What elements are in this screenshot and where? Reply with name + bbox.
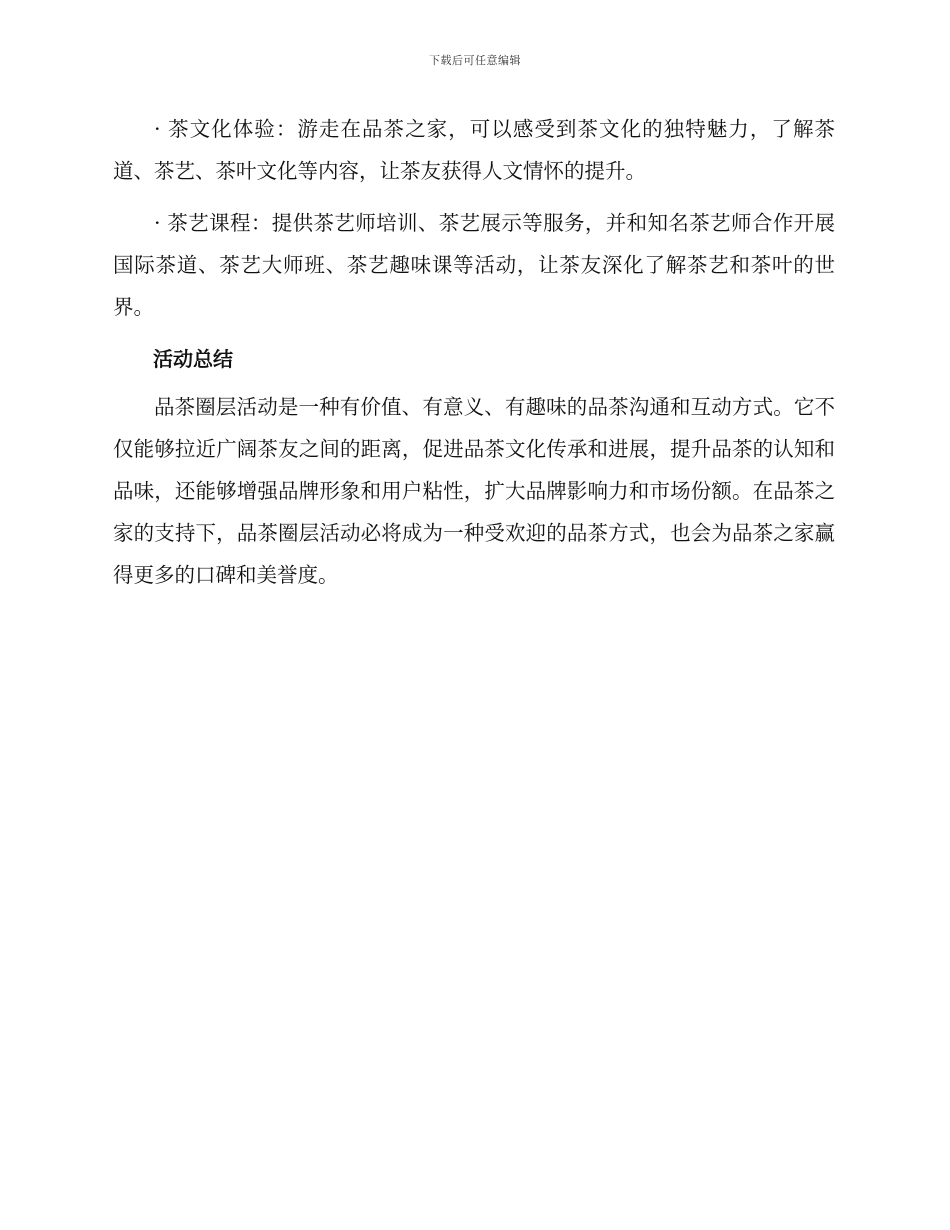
- page-header: 下载后可任意编辑: [429, 54, 521, 67]
- bullet-tea-culture-experience: · 茶文化体验：游走在品茶之家，可以感受到茶文化的独特魅力，了解茶道、茶艺、茶叶文化等内容，让茶友获得人文情怀的提升。: [113, 117, 835, 183]
- bullet-tea-art-courses: · 茶艺课程：提供茶艺师培训、茶艺展示等服务，并和知名茶艺师合作开展国际茶道、茶艺大师班、茶艺趣味课等活动，让茶友深化了解茶艺和茶叶的世界。: [113, 211, 835, 319]
- summary-paragraph: 品茶圈层活动是一种有价值、有意义、有趣味的品茶沟通和互动方式。它不仅能够拉近广阔茶友之间的距离，促进品茶文化传承和进展，提升品茶的认知和品味，还能够增强品牌形象和用户粘性，扩大品牌影响力和市场份额。在品茶之家的支持下，品茶圈层活动必将成为一种受欢迎的品茶方式，也会为品茶之家赢得更多的口碑和美誉度。: [113, 395, 835, 587]
- document-body: [113, 108, 835, 606]
- section-title-activity-summary: 活动总结: [153, 347, 233, 371]
